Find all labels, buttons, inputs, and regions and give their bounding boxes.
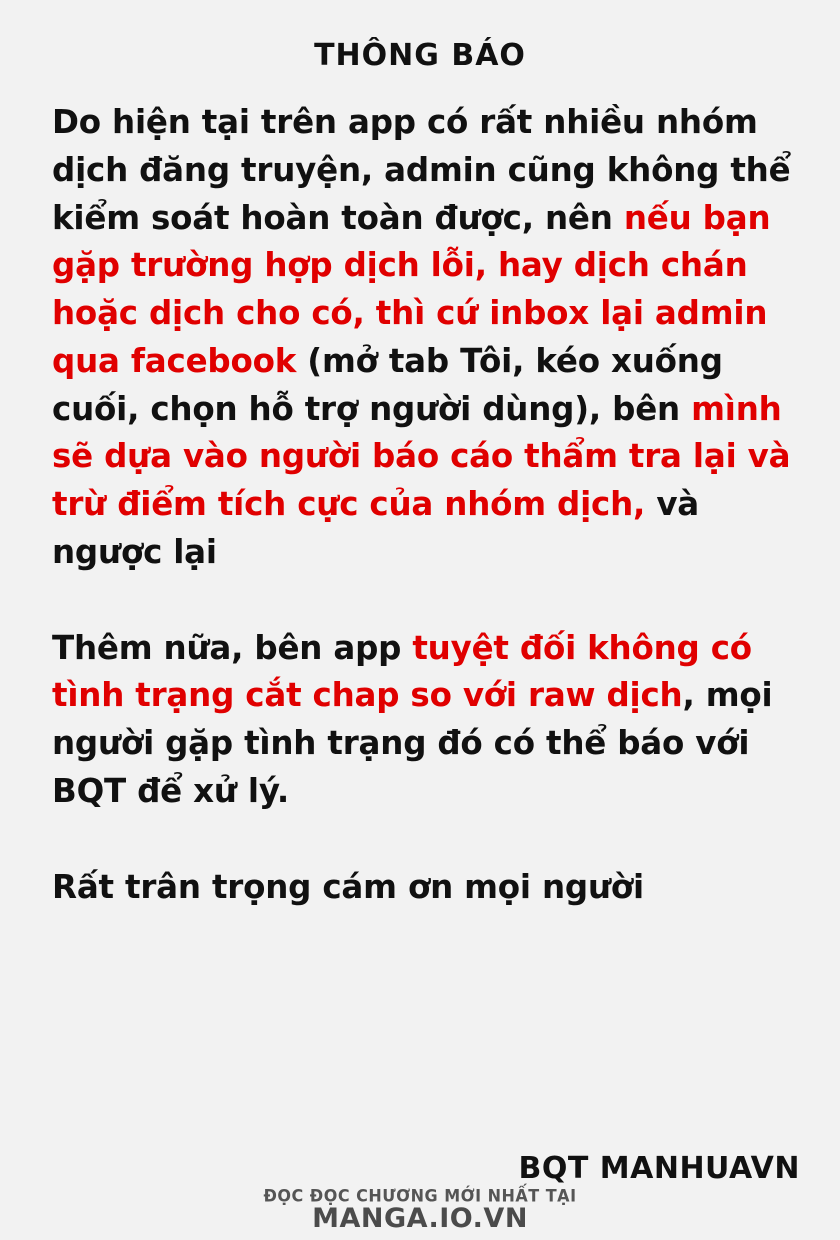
watermark	[0, 1186, 840, 1234]
paragraph-2-highlight-1: tuyệt đối không có tình trạng cắt chap so với raw dịch	[52, 628, 752, 715]
watermark-line-1: ĐỌC ĐỌC CHƯƠNG MỚI NHẤT TẠI	[263, 1185, 577, 1206]
paragraph-1-segment-3: (mở tab Tôi, kéo xuống cuối, chọn hỗ trợ người dùng), bên	[52, 341, 723, 428]
paragraph-2	[52, 625, 794, 816]
paragraph-2-segment-1: Thêm nữa, bên app	[52, 628, 413, 667]
paragraph-3: Rất trân trọng cám ơn mọi người	[52, 867, 644, 906]
paragraph-1-highlight-1: nếu bạn gặp trường hợp dịch lỗi, hay dịch chán hoặc dịch cho có, thì cứ inbox lại admin qua facebook	[52, 198, 771, 380]
notice-body	[0, 99, 840, 911]
paragraph-1-highlight-2: mình sẽ dựa vào người báo cáo thẩm tra lại và trừ điểm tích cực của nhóm dịch,	[52, 389, 791, 524]
paragraph-spacer	[52, 607, 794, 625]
watermark-line-2: MANGA.IO.VN	[312, 1203, 528, 1234]
paragraph-1-segment-1: Do hiện tại trên app có rất nhiều nhóm dịch đăng truyện, admin cũng không thể kiểm soát hoàn toàn được, nên	[52, 103, 791, 237]
paragraph-1	[52, 99, 794, 577]
paragraph-2-segment-3: , mọi người gặp tình trạng đó có thể báo với BQT để xử lý.	[52, 676, 773, 810]
signature: BQT MANHUAVN	[518, 1151, 800, 1186]
page-title: THÔNG BÁO	[314, 38, 526, 73]
paragraph-spacer-2	[52, 846, 794, 864]
paragraph-1-segment-5: và ngược lại	[52, 485, 700, 571]
